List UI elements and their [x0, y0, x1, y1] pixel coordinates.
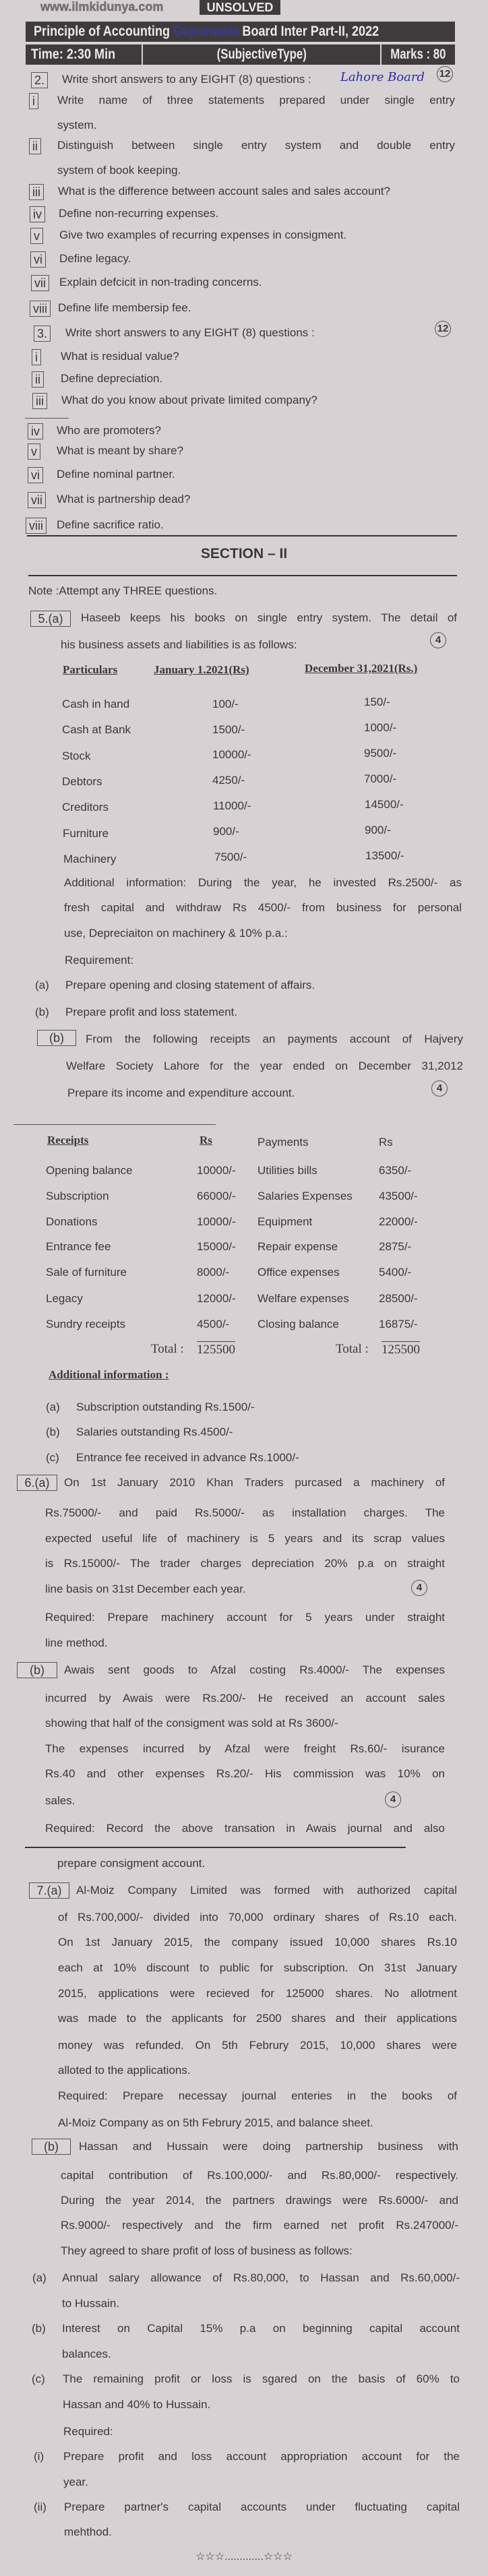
table-cell: Closing balance: [257, 1318, 339, 1330]
total-receipts: 125500: [197, 1343, 235, 1357]
item-label: iii: [29, 184, 44, 200]
item-label: (a): [46, 1401, 60, 1413]
requirement-label: Requirement:: [65, 954, 134, 967]
paper-type: (SubjectiveType): [216, 47, 307, 62]
question-text: Define sacrifice ratio.: [57, 518, 164, 531]
struck-board-name: Gujranwala: [173, 24, 239, 39]
table-cell: 150/-: [364, 696, 390, 708]
question-number: (b): [17, 1662, 57, 1678]
table-header: December 31,2021(Rs.): [305, 662, 418, 675]
divider: [13, 1124, 216, 1125]
item-label: (b): [32, 2322, 46, 2335]
question-text: Who are promoters?: [57, 424, 161, 437]
table-cell: Salaries Expenses: [257, 1190, 353, 1202]
term-text: The remaining profit or loss is sgared on the basis of 60% to: [63, 2372, 460, 2385]
table-cell: 8000/-: [197, 1266, 230, 1279]
question-number: (b): [37, 1030, 76, 1046]
required-label: Required:: [63, 2425, 113, 2438]
table-cell: 4500/-: [197, 1318, 230, 1330]
term-text: Annual salary allowance of Rs.80,000, to Hassan and Rs.60,000/-: [62, 2271, 460, 2284]
item-label: iii: [32, 393, 47, 409]
table-header: Receipts: [47, 1134, 89, 1146]
question-number: (b): [32, 2139, 71, 2155]
table-cell: Debtors: [62, 775, 102, 788]
table-cell: 28500/-: [379, 1292, 418, 1305]
requirement-text: Prepare opening and closing statement of affairs.: [65, 979, 315, 991]
watermark: www.ilmkidunya.com: [40, 0, 164, 13]
item-label: viii: [26, 518, 47, 534]
table-header: Payments: [257, 1136, 309, 1148]
table-cell: Utilities bills: [257, 1164, 317, 1177]
question-text: Define legacy.: [59, 252, 131, 265]
item-label: (b): [35, 1006, 49, 1018]
question-text: system of book keeping.: [57, 164, 181, 177]
item-label: vi: [28, 467, 43, 483]
question-text: Rs.9000/- respectively and the firm earned net profit Rs.247000/-: [61, 2219, 458, 2232]
item-label: ii: [29, 138, 41, 154]
item-label: vi: [30, 251, 46, 268]
marks-circle: 4: [430, 632, 446, 648]
table-cell: 1500/-: [212, 723, 245, 736]
question-text: What is the difference between account sales and sales account?: [58, 185, 390, 197]
marks-circle: 12: [435, 321, 451, 337]
term-text: Hassan and 40% to Hussain.: [63, 2398, 211, 2411]
question-text: expected useful life of machinery is 5 years and its scrap values: [45, 1532, 445, 1545]
item-label: (c): [46, 1451, 59, 1464]
table-cell: Welfare expenses: [257, 1292, 349, 1305]
question-text: Rs.40 and other expenses Rs.20/- His commission was 10% on: [45, 1767, 445, 1780]
question-text: his business assets and liabilities is as follows:: [61, 638, 297, 651]
paper-title-bar: [26, 22, 455, 42]
table-cell: 7000/-: [364, 772, 397, 785]
table-cell: 22000/-: [379, 1215, 418, 1228]
question-text: system.: [57, 119, 97, 131]
question-text: each at 10% discount to public for subscription. On 31st January: [58, 1961, 457, 1974]
question-text: incurred by Awais were Rs.200/- He received an account sales: [45, 1692, 445, 1705]
item-label: iv: [28, 423, 43, 439]
question-text: Give two examples of recurring expenses in consigment.: [59, 228, 347, 241]
table-cell: 10000/-: [197, 1215, 236, 1228]
question-text: money was refunded. On 5th Februry 2015, 10,000 shares were: [58, 2039, 457, 2052]
table-cell: 15000/-: [197, 1240, 236, 1253]
item-label: (c): [32, 2372, 45, 2385]
table-cell: 900/-: [365, 824, 391, 836]
table-cell: Sundry receipts: [46, 1318, 126, 1330]
question-text: What is residual value?: [61, 350, 179, 363]
question-text: On 1st January 2010 Khan Traders purcased a machinery of: [64, 1476, 445, 1489]
section-title: SECTION – II: [200, 546, 288, 561]
divider: [27, 535, 457, 536]
question-text: Distinguish between single entry system and double entry: [57, 139, 455, 152]
question-text: prepare consigment account.: [57, 1857, 206, 1870]
question-text: Al-Moiz Company as on 5th Februry 2015, and balance sheet.: [58, 2116, 373, 2129]
question-text: Awais sent goods to Afzal costing Rs.4000/- The expenses: [64, 1663, 445, 1676]
item-label: i: [32, 349, 41, 365]
table-cell: 1000/-: [364, 721, 397, 734]
total-label: Total :: [336, 1342, 369, 1356]
total-label: Total :: [151, 1342, 184, 1356]
item-label: (a): [32, 2271, 47, 2284]
item-label: (i): [34, 2450, 44, 2463]
question-text: Required: Prepare machinery account for 5 years under straight: [45, 1611, 445, 1624]
table-cell: Stock: [62, 749, 91, 762]
question-text: Hassan and Hussain were doing partnership business with: [79, 2140, 458, 2153]
requirement-text: Prepare partner's capital accounts under fluctuating capital: [64, 2501, 460, 2513]
marks-circle: 4: [431, 1080, 448, 1097]
table-cell: 2875/-: [379, 1240, 412, 1253]
requirement-text: Prepare profit and loss account appropriation account for the: [63, 2450, 460, 2463]
subject-title: Principle of Accounting: [34, 24, 171, 39]
additional-info: use, Depreciaiton on machinery & 10% p.a.:: [64, 927, 288, 940]
table-cell: Creditors: [62, 801, 109, 814]
item-label: (ii): [34, 2501, 47, 2513]
time-allowed: Time: 2:30 Min: [31, 47, 116, 62]
question-text: They agreed to share profit of loss of business as follows:: [61, 2244, 353, 2257]
question-text: Define nominal partner.: [57, 468, 175, 481]
table-cell: Furniture: [63, 827, 109, 840]
table-cell: Machinery: [63, 853, 117, 865]
total-payments: 125500: [382, 1343, 420, 1357]
table-cell: Entrance fee: [46, 1240, 111, 1253]
question-text: Rs.75000/- and paid Rs.5000/- as installation charges. The: [45, 1506, 445, 1519]
table-cell: Cash at Bank: [62, 723, 131, 736]
question-text: The expenses incurred by Afzal were freight Rs.60/- isurance: [45, 1742, 445, 1755]
table-cell: 10000/-: [197, 1164, 236, 1177]
table-cell: Repair expense: [257, 1240, 338, 1253]
additional-info: Salaries outstanding Rs.4500/-: [76, 1425, 233, 1438]
table-cell: Sale of furniture: [46, 1266, 127, 1279]
table-cell: 12000/-: [197, 1292, 236, 1305]
table-cell: 100/-: [212, 698, 239, 710]
requirement-text: mehthod.: [64, 2525, 112, 2538]
question-text: During the year 2014, the partners drawings were Rs.6000/- and: [61, 2194, 458, 2207]
table-cell: 9500/-: [364, 747, 397, 760]
term-text: Interest on Capital 15% p.a on beginning capital account: [62, 2322, 460, 2335]
table-cell: 13500/-: [365, 849, 404, 862]
question-number: 5.(a): [30, 611, 71, 627]
question-text: Haseeb keeps his books on single entry system. The detail of: [81, 611, 457, 624]
question-text: alloted to the applications.: [58, 2064, 191, 2077]
item-label: v: [28, 443, 40, 460]
requirement-text: Prepare profit and loss statement.: [65, 1006, 238, 1018]
term-text: balances.: [62, 2348, 111, 2360]
question-number: 3.: [34, 326, 51, 342]
table-cell: Equipment: [257, 1215, 313, 1228]
table-cell: Opening balance: [46, 1164, 133, 1177]
question-prompt: Write short answers to any EIGHT (8) questions :: [62, 73, 311, 86]
table-cell: 66000/-: [197, 1190, 236, 1202]
additional-info: Subscription outstanding Rs.1500/-: [76, 1401, 255, 1413]
question-text: What is partnership dead?: [57, 493, 191, 505]
table-cell: 6350/-: [379, 1164, 412, 1177]
table-cell: 4250/-: [212, 774, 245, 787]
question-text: Define life membersip fee.: [58, 301, 191, 314]
question-prompt: Write short answers to any EIGHT (8) questions :: [65, 326, 315, 339]
paper-type-box: [143, 44, 380, 65]
total-marks-box: [382, 44, 455, 65]
question-text: Required: Prepare necessay journal enteries in the books of: [58, 2089, 457, 2102]
question-text: of Rs.700,000/- divided into 70,000 ordinary shares of Rs.10 each.: [58, 1911, 457, 1924]
question-number: 6.(a): [17, 1475, 57, 1491]
item-label: vii: [31, 275, 49, 291]
item-label: viii: [30, 301, 51, 317]
table-cell: Legacy: [46, 1292, 83, 1305]
divider: [25, 1847, 406, 1848]
table-header: Particulars: [63, 663, 118, 676]
additional-info-heading: Additional information :: [49, 1368, 169, 1381]
board-title: Board Inter Part-II, 2022: [242, 24, 379, 39]
requirement-text: year.: [63, 2476, 88, 2488]
marks-circle: 12: [437, 66, 453, 82]
table-header: January 1.2021(Rs): [154, 663, 249, 676]
question-text: What is meant by share?: [57, 444, 184, 457]
table-header: Rs: [200, 1134, 212, 1146]
handwritten-note: Lahore Board: [340, 70, 425, 84]
question-number: 7.(a): [29, 1882, 69, 1899]
question-text: Al-Moiz Company Limited was formed with authorized capital: [76, 1884, 457, 1897]
table-cell: 11000/-: [213, 799, 251, 812]
status-badge: UNSOLVED: [200, 0, 280, 15]
item-label: (a): [35, 979, 49, 991]
question-text: was made to the applicants for 2500 shares and their applications: [58, 2012, 457, 2025]
end-of-paper-stars: ☆☆☆.............☆☆☆: [195, 2551, 293, 2563]
question-text: Prepare its income and expenditure account.: [67, 1086, 295, 1099]
table-cell: 10000/-: [212, 748, 251, 761]
question-text: Write name of three statements prepared under single entry: [57, 94, 455, 106]
additional-info: Additional information: During the year, he invested Rs.2500/- as: [64, 876, 462, 889]
item-label: iv: [30, 206, 45, 222]
item-label: i: [29, 93, 38, 109]
question-text: capital contribution of Rs.100,000/- and Rs.80,000/- respectively.: [61, 2169, 458, 2182]
question-text: Define non-recurring expenses.: [59, 207, 219, 220]
term-text: to Hussain.: [62, 2297, 120, 2310]
item-label: vii: [28, 492, 46, 508]
section-note: Note :Attempt any THREE questions.: [28, 584, 218, 597]
table-cell: 43500/-: [379, 1190, 418, 1202]
total-marks: Marks : 80: [390, 47, 446, 62]
table-header: Rs: [379, 1136, 393, 1148]
time-allowed-box: [26, 44, 142, 65]
additional-info: fresh capital and withdraw Rs 4500/- from business for personal: [64, 901, 462, 914]
table-cell: Office expenses: [257, 1266, 340, 1279]
question-text: Welfare Society Lahore for the year ended on December 31,2012: [66, 1060, 463, 1072]
question-number: 2.: [31, 72, 48, 88]
question-text: line basis on 31st December each year.: [45, 1583, 246, 1595]
item-label: ii: [32, 371, 44, 388]
table-cell: 5400/-: [379, 1266, 412, 1279]
table-cell: 7500/-: [214, 851, 247, 863]
marks-circle: 4: [411, 1580, 427, 1596]
table-cell: 14500/-: [365, 798, 404, 811]
table-cell: Cash in hand: [62, 698, 130, 710]
divider: [25, 418, 69, 419]
table-cell: 900/-: [213, 825, 239, 838]
item-label: (b): [46, 1425, 60, 1438]
table-cell: Donations: [46, 1215, 98, 1228]
question-text: is Rs.15000/- The trader charges depreciation 20% p.a on straight: [45, 1557, 445, 1570]
question-text: On 1st January 2015, the company issued 10,000 shares Rs.10: [58, 1936, 457, 1949]
question-text: showing that half of the consigment was sold at Rs 3600/-: [45, 1717, 338, 1729]
table-cell: 16875/-: [379, 1318, 418, 1330]
question-text: sales.: [45, 1794, 75, 1807]
marks-circle: 4: [385, 1791, 401, 1808]
question-text: What do you know about private limited company?: [61, 394, 317, 406]
question-text: line method.: [45, 1636, 108, 1649]
question-text: Define depreciation.: [61, 372, 163, 385]
divider: [28, 575, 457, 576]
question-text: 2015, applications were recieved for 125000 shares. No allotment: [58, 1987, 457, 2000]
question-text: Explain defcicit in non-trading concerns.: [59, 276, 262, 288]
additional-info: Entrance fee received in advance Rs.1000/-: [76, 1451, 299, 1464]
question-text: Required: Record the above transation in Awais journal and also: [45, 1822, 445, 1835]
item-label: v: [30, 228, 43, 244]
table-cell: Subscription: [46, 1190, 109, 1202]
question-text: From the following receipts an payments account of Hajvery: [86, 1033, 463, 1045]
